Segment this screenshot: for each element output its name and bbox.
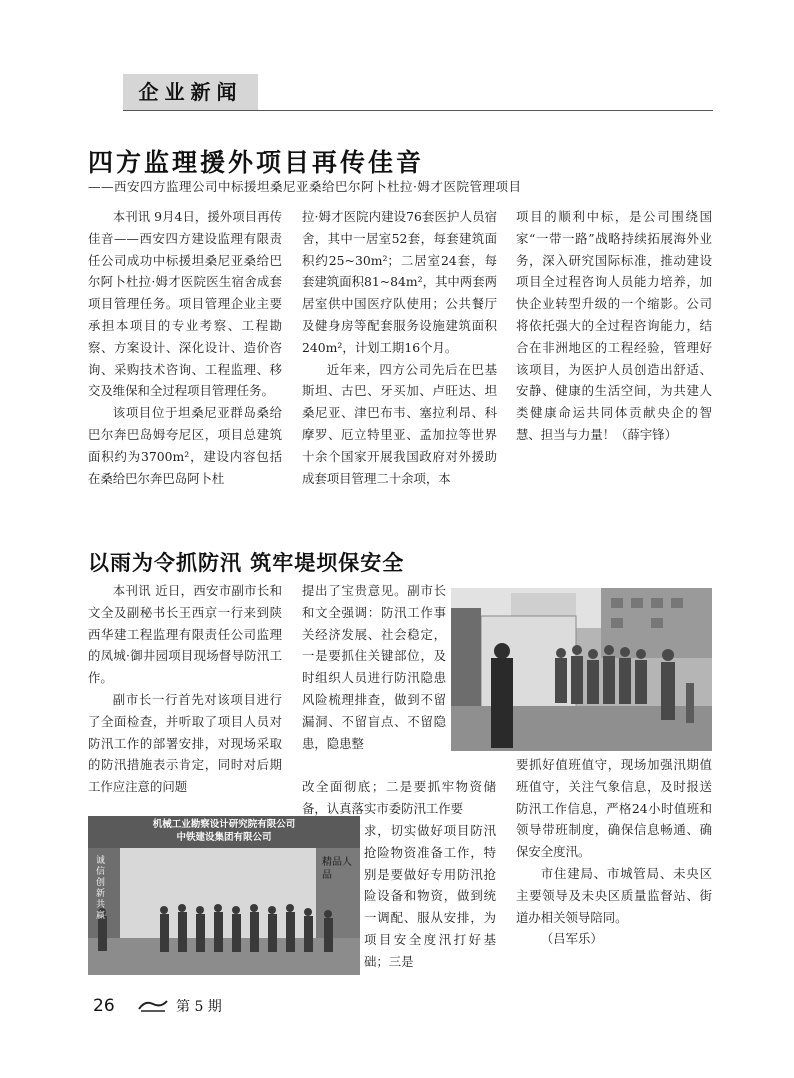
article2-paragraph: 副市长一行首先对该项目进行了全面检查，并听取了项目人员对防汛工作的部署安排，对现场采取的防汛措施表示肯定，同时对后期工作应注意的问题 bbox=[88, 691, 282, 795]
article1-paragraph: 本刊讯 9月4日，援外项目再传佳音——西安四方建设监理有限责任公司成功中标援坦桑尼亚桑给巴尔阿卜杜拉·姆才医院医生宿舍成套项目管理任务。项目管理企业主要承担本项目的专业考察、工程勘察、方案设计、深化设计、造价咨询、采购技术咨询、工程监理、移交及维保和全过程项目管理任务。 bbox=[88, 209, 282, 399]
photo-banner-line-2: 中铁建设集团有限公司 bbox=[176, 832, 272, 843]
article2-column-2-top bbox=[302, 580, 446, 754]
section-divider bbox=[123, 110, 713, 111]
article1-subtitle: ——西安四方监理公司中标援坦桑尼亚桑给巴尔阿卜杜拉·姆才医院管理项目 bbox=[88, 179, 522, 194]
article2-paragraph: 提出了宝贵意见。副市长和文全强调：防汛工作事关经济发展、社会稳定，一是要抓住关键部位，及时组织人员进行防汛隐患风险梳理排查，做到不留漏洞、不留盲点、不留隐患，隐患整 bbox=[302, 583, 446, 751]
site-inspection-photo bbox=[451, 588, 712, 751]
article1-title: 四方监理援外项目再传佳音 bbox=[88, 148, 425, 177]
article2-column-2-middle bbox=[302, 776, 496, 820]
article1-paragraph: 近年来，四方公司先后在巴基斯坦、古巴、牙买加、卢旺达、坦桑尼亚、津巴布韦、塞拉利昂、科摩罗、厄立特里亚、孟加拉等世界十余个国家开展我国政府对外援助成套项目管理二十余项，本 bbox=[302, 361, 497, 486]
article1-column-2 bbox=[302, 206, 497, 489]
magazine-logo-icon bbox=[137, 998, 169, 1018]
article2-paragraph: 要抓好值班值守，现场加强汛期值班值守，关注气象信息，及时报送防汛工作信息，严格24小时值班和领导带班制度，确保信息畅通、确保安全度汛。 bbox=[516, 757, 712, 860]
section-label: 企业新闻 bbox=[138, 80, 243, 104]
article2-title: 以雨为令抓防汛 筑牢堤坝保安全 bbox=[88, 551, 405, 575]
article2-paragraph: 求，切实做好项目防汛抢险物资准备工作，特别是要做好专用防汛抢险设备和物资，做到统一调配、服从安排，为项目安全度汛打好基础；三是 bbox=[364, 823, 496, 969]
article1-paragraph: 该项目位于坦桑尼亚群岛桑给巴尔奔巴岛姆夸尼区，项目总建筑面积约为3700m²，建设内容包括在桑给巴尔奔巴岛阿卜杜 bbox=[88, 405, 282, 486]
article2-paragraph: 本刊讯 近日，西安市副市长和文全及副秘书长王西京一行来到陕西华建工程监理有限责任公司监理的凤城·御井园项目现场督导防汛工作。 bbox=[88, 583, 282, 686]
article1-column-3 bbox=[516, 206, 712, 446]
article1-paragraph: 项目的顺利中标，是公司围绕国家“一带一路”战略持续拓展海外业务，深入研究国际标准，推动建设项目全过程咨询人员能力培养，加快企业转型升级的一个缩影。公司将依托强大的全过程咨询能力，结合在非洲地区的工程经验，管理好该项目，为医护人员创造出舒适、安静、健康的生活空间，为共建人类健康命运共同体贡献央企的智慧、担当与力量！（薛宇锋） bbox=[516, 209, 712, 442]
photo-side-sign-left: 诚信创新共赢 bbox=[96, 856, 106, 921]
article1-paragraph: 拉·姆才医院内建设76套医护人员宿舍，其中一居室52套，每套建筑面积约25~30m²；二居室24套，每套建筑面积81~84m²，其中两套两居室供中国医疗队使用；公共餐厅及健身房等配套服务设施建筑面积240m²，计划工期16个月。 bbox=[302, 209, 497, 355]
article2-signature: （吕军乐） bbox=[540, 931, 603, 947]
page-number: 26 bbox=[93, 996, 115, 1016]
article2-paragraph: 改全面彻底；二是要抓牢物资储备，认真落实市委防汛工作要 bbox=[302, 779, 496, 816]
photo-side-sign-right: 精品人品 bbox=[322, 857, 352, 881]
article1-column-1 bbox=[88, 206, 282, 489]
article2-column-1 bbox=[88, 580, 282, 798]
photo-banner-line-1: 机械工业勘察设计研究院有限公司 bbox=[152, 819, 296, 830]
issue-number: 第 5 期 bbox=[176, 999, 222, 1015]
article2-column-2-bottom bbox=[364, 820, 496, 973]
construction-gate-photo bbox=[88, 816, 360, 975]
article2-paragraph: 市住建局、市城管局、未央区主要领导及未央区质量监督站、街道办相关领导陪同。 bbox=[516, 865, 712, 925]
article2-column-3 bbox=[516, 754, 712, 950]
